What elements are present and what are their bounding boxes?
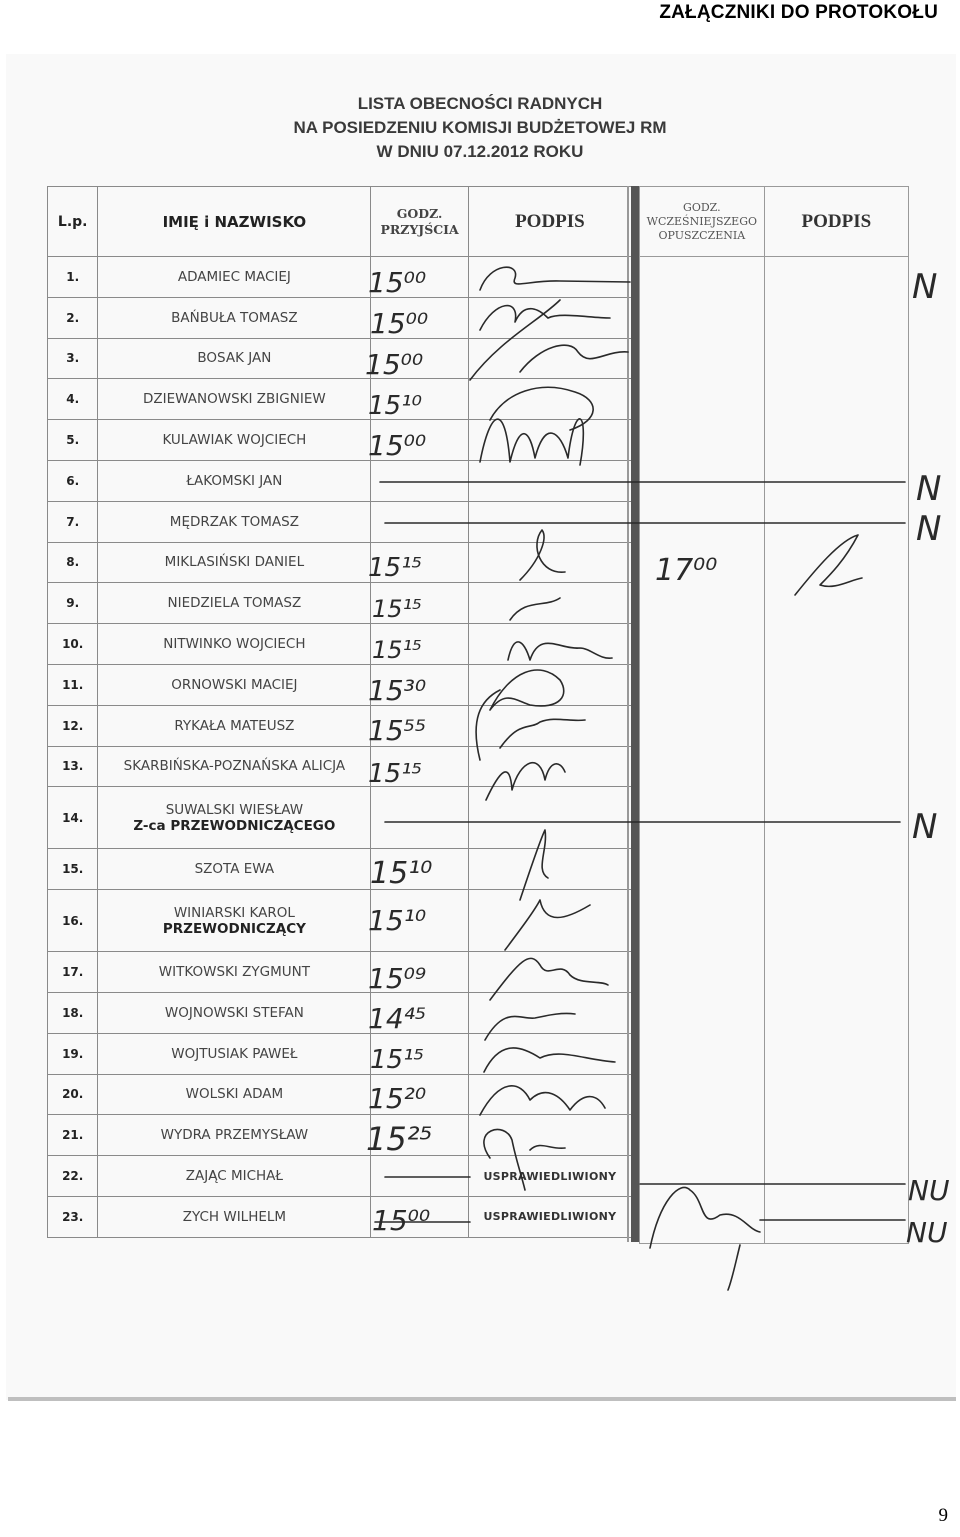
row-signature-cell [468, 952, 631, 993]
early-leave-body-row [640, 257, 909, 1244]
row-name: NITWINKO WOJCIECH [98, 624, 371, 665]
table-row [48, 952, 632, 993]
row-arrival-cell [371, 952, 468, 993]
row-number: 19. [48, 1033, 98, 1074]
row-name: ORNOWSKI MACIEJ [98, 664, 371, 705]
row-arrival-cell [371, 746, 468, 787]
arrival-time-4: 15¹⁰ [368, 391, 422, 421]
table-row [48, 1033, 632, 1074]
row-arrival-cell [371, 1156, 468, 1197]
row-role-text: PRZEWODNICZĄCY [162, 920, 306, 937]
row-arrival-cell [371, 890, 468, 952]
arrival-time-20: 15²⁰ [368, 1082, 427, 1115]
excused-status: USPRAWIEDLIWIONY [468, 1196, 631, 1237]
early-leave-table [639, 186, 909, 1244]
row-name-with-role [98, 890, 371, 952]
table-row [48, 501, 632, 542]
table-row [48, 1074, 632, 1115]
row-name: SUWALSKI WIESŁAW [165, 801, 304, 818]
margin-mark-row-7: N [916, 509, 942, 549]
arrival-time-16: 15¹⁰ [368, 904, 427, 937]
row-number: 13. [48, 746, 98, 787]
row-name: MIKLASIŃSKI DANIEL [98, 542, 371, 583]
table-row [48, 849, 632, 890]
row-name-with-role [98, 787, 371, 849]
arrival-time-17: 15⁰⁹ [368, 962, 427, 995]
margin-mark-row-14: N [912, 807, 938, 847]
row-arrival-cell [371, 787, 468, 849]
row-name: ADAMIEC MACIEJ [98, 257, 371, 298]
arrival-time-3: 15⁰⁰ [365, 348, 424, 381]
arrival-time-21: 15²⁵ [366, 1120, 433, 1158]
margin-mark-row-6: N [916, 469, 942, 509]
arrival-time-9: 15¹⁵ [372, 595, 422, 623]
arrival-time-1: 15⁰⁰ [368, 266, 427, 299]
scan-fold-line [631, 186, 639, 1242]
arrival-time-15: 15¹⁰ [370, 856, 433, 891]
row-name: KULAWIAK WOJCIECH [98, 420, 371, 461]
table-row [48, 460, 632, 501]
col-header-lp: L.p. [48, 187, 98, 257]
row-signature-cell [468, 992, 631, 1033]
early-leave-signature-cell [764, 257, 908, 1244]
row-number: 9. [48, 583, 98, 624]
row-name: SKARBIŃSKA-POZNAŃSKA ALICJA [98, 746, 371, 787]
arrival-time-8: 15¹⁵ [368, 553, 422, 583]
col-header-signature-2: PODPIS [764, 187, 908, 257]
table-row [48, 1156, 632, 1197]
row-signature-cell [468, 583, 631, 624]
row-arrival-cell [371, 460, 468, 501]
row-number: 14. [48, 787, 98, 849]
row-signature-cell [468, 849, 631, 890]
row-number: 15. [48, 849, 98, 890]
row-name: NIEDZIELA TOMASZ [98, 583, 371, 624]
table-header-row [48, 187, 632, 257]
row-arrival-cell [371, 297, 468, 338]
row-number: 4. [48, 379, 98, 420]
col-header-arrival: GODZ. PRZYJŚCIA [371, 187, 468, 257]
row-name: ZAJĄC MICHAŁ [98, 1156, 371, 1197]
row-arrival-cell [371, 705, 468, 746]
table-row [48, 542, 632, 583]
row-arrival-cell [371, 624, 468, 665]
row-name: WOJNOWSKI STEFAN [98, 992, 371, 1033]
row-number: 6. [48, 460, 98, 501]
col-header-signature: PODPIS [468, 187, 631, 257]
row-signature-cell [468, 746, 631, 787]
row-signature-cell [468, 297, 631, 338]
row-name: WYDRA PRZEMYSŁAW [98, 1115, 371, 1156]
row-name: SZOTA EWA [98, 849, 371, 890]
table-row [48, 705, 632, 746]
row-signature-cell [468, 1074, 631, 1115]
arrival-time-23: 15⁰⁰ [372, 1204, 431, 1237]
row-name: BOSAK JAN [98, 338, 371, 379]
early-leave-time-8: 17⁰⁰ [655, 553, 718, 588]
row-signature-cell [468, 1033, 631, 1074]
arrival-time-5: 15⁰⁰ [368, 429, 427, 462]
row-name: BAŃBUŁA TOMASZ [98, 297, 371, 338]
scan-fold-shadow [627, 186, 629, 1242]
row-signature-cell [468, 257, 631, 298]
arrival-time-12: 15⁵⁵ [368, 714, 427, 747]
row-number: 1. [48, 257, 98, 298]
table-row [48, 297, 632, 338]
row-name: MĘDRZAK TOMASZ [98, 501, 371, 542]
row-signature-cell [468, 624, 631, 665]
row-arrival-cell [371, 849, 468, 890]
row-number: 17. [48, 952, 98, 993]
row-name: WITKOWSKI ZYGMUNT [98, 952, 371, 993]
row-name: DZIEWANOWSKI ZBIGNIEW [98, 379, 371, 420]
row-name: WINIARSKI KAROL [173, 904, 295, 921]
table-row [48, 992, 632, 1033]
row-number: 3. [48, 338, 98, 379]
row-arrival-cell [371, 1115, 468, 1156]
row-signature-cell [468, 420, 631, 461]
row-number: 18. [48, 992, 98, 1033]
arrival-time-19: 15¹⁵ [370, 1045, 424, 1075]
row-arrival-cell [371, 501, 468, 542]
document-title-line-3: W DNIU 07.12.2012 ROKU [376, 142, 584, 161]
attendance-table [47, 186, 632, 1238]
row-name: ŁAKOMSKI JAN [98, 460, 371, 501]
scan-edge-line [8, 1397, 956, 1401]
row-number: 20. [48, 1074, 98, 1115]
row-name: RYKAŁA MATEUSZ [98, 705, 371, 746]
row-role [98, 921, 370, 937]
row-arrival-cell [371, 1196, 468, 1237]
margin-mark-row-22: NU [908, 1174, 950, 1207]
arrival-time-13: 15¹⁵ [368, 759, 422, 789]
table-row [48, 624, 632, 665]
row-number: 16. [48, 890, 98, 952]
table-row [48, 257, 632, 298]
row-arrival-cell [371, 664, 468, 705]
row-role-text: Z-ca PRZEWODNICZĄCEGO [133, 817, 336, 834]
row-number: 2. [48, 297, 98, 338]
row-signature-cell [468, 379, 631, 420]
row-name: WOJTUSIAK PAWEŁ [98, 1033, 371, 1074]
row-number: 8. [48, 542, 98, 583]
document-title [200, 92, 760, 164]
table-row [48, 1115, 632, 1156]
table-row [48, 379, 632, 420]
row-role [98, 818, 370, 834]
row-number: 22. [48, 1156, 98, 1197]
row-signature-cell [468, 787, 631, 849]
row-signature-cell [468, 705, 631, 746]
row-number: 21. [48, 1115, 98, 1156]
row-number: 5. [48, 420, 98, 461]
col-header-name: IMIĘ i NAZWISKO [98, 187, 371, 257]
arrival-time-18: 14⁴⁵ [368, 1002, 427, 1035]
row-number: 11. [48, 664, 98, 705]
table-row [48, 338, 632, 379]
row-arrival-cell [371, 992, 468, 1033]
row-signature-cell [468, 338, 631, 379]
table-row [48, 664, 632, 705]
document-title-line-1: LISTA OBECNOŚCI RADNYCH [357, 94, 603, 113]
arrival-time-10: 15¹⁵ [372, 636, 422, 664]
excused-status: USPRAWIEDLIWIONY [468, 1156, 631, 1197]
row-signature-cell [468, 1115, 631, 1156]
table-row [48, 746, 632, 787]
row-arrival-cell [371, 420, 468, 461]
row-number: 7. [48, 501, 98, 542]
arrival-time-11: 15³⁰ [368, 674, 427, 707]
margin-mark-row-1: N [912, 267, 938, 307]
table-row [48, 787, 632, 849]
row-name: ZYCH WILHELM [98, 1196, 371, 1237]
row-signature-cell [468, 664, 631, 705]
row-signature-cell [468, 890, 631, 952]
col-header-early-leave: GODZ. WCZEŚNIEJSZEGO OPUSZCZENIA [640, 187, 765, 257]
row-arrival-cell [371, 1074, 468, 1115]
row-arrival-cell [371, 542, 468, 583]
table-row [48, 583, 632, 624]
early-leave-time-cell [640, 257, 765, 1244]
page-number: 9 [938, 1505, 948, 1526]
row-arrival-cell [371, 1033, 468, 1074]
row-signature-cell [468, 460, 631, 501]
row-signature-cell [468, 501, 631, 542]
margin-mark-row-23: NU [906, 1216, 948, 1249]
row-arrival-cell [371, 583, 468, 624]
row-signature-cell [468, 542, 631, 583]
row-arrival-cell [371, 379, 468, 420]
row-number: 12. [48, 705, 98, 746]
row-number: 23. [48, 1196, 98, 1237]
row-name: WOLSKI ADAM [98, 1074, 371, 1115]
row-arrival-cell [371, 338, 468, 379]
arrival-time-2: 15⁰⁰ [370, 307, 429, 340]
row-arrival-cell [371, 257, 468, 298]
row-number: 10. [48, 624, 98, 665]
page-header-title: ZAŁĄCZNIKI DO PROTOKOŁU [659, 2, 938, 23]
table-row [48, 420, 632, 461]
document-title-line-2: NA POSIEDZENIU KOMISJI BUDŻETOWEJ RM [293, 118, 667, 137]
table-row [48, 890, 632, 952]
table-row [48, 1196, 632, 1237]
early-leave-header-row [640, 187, 909, 257]
